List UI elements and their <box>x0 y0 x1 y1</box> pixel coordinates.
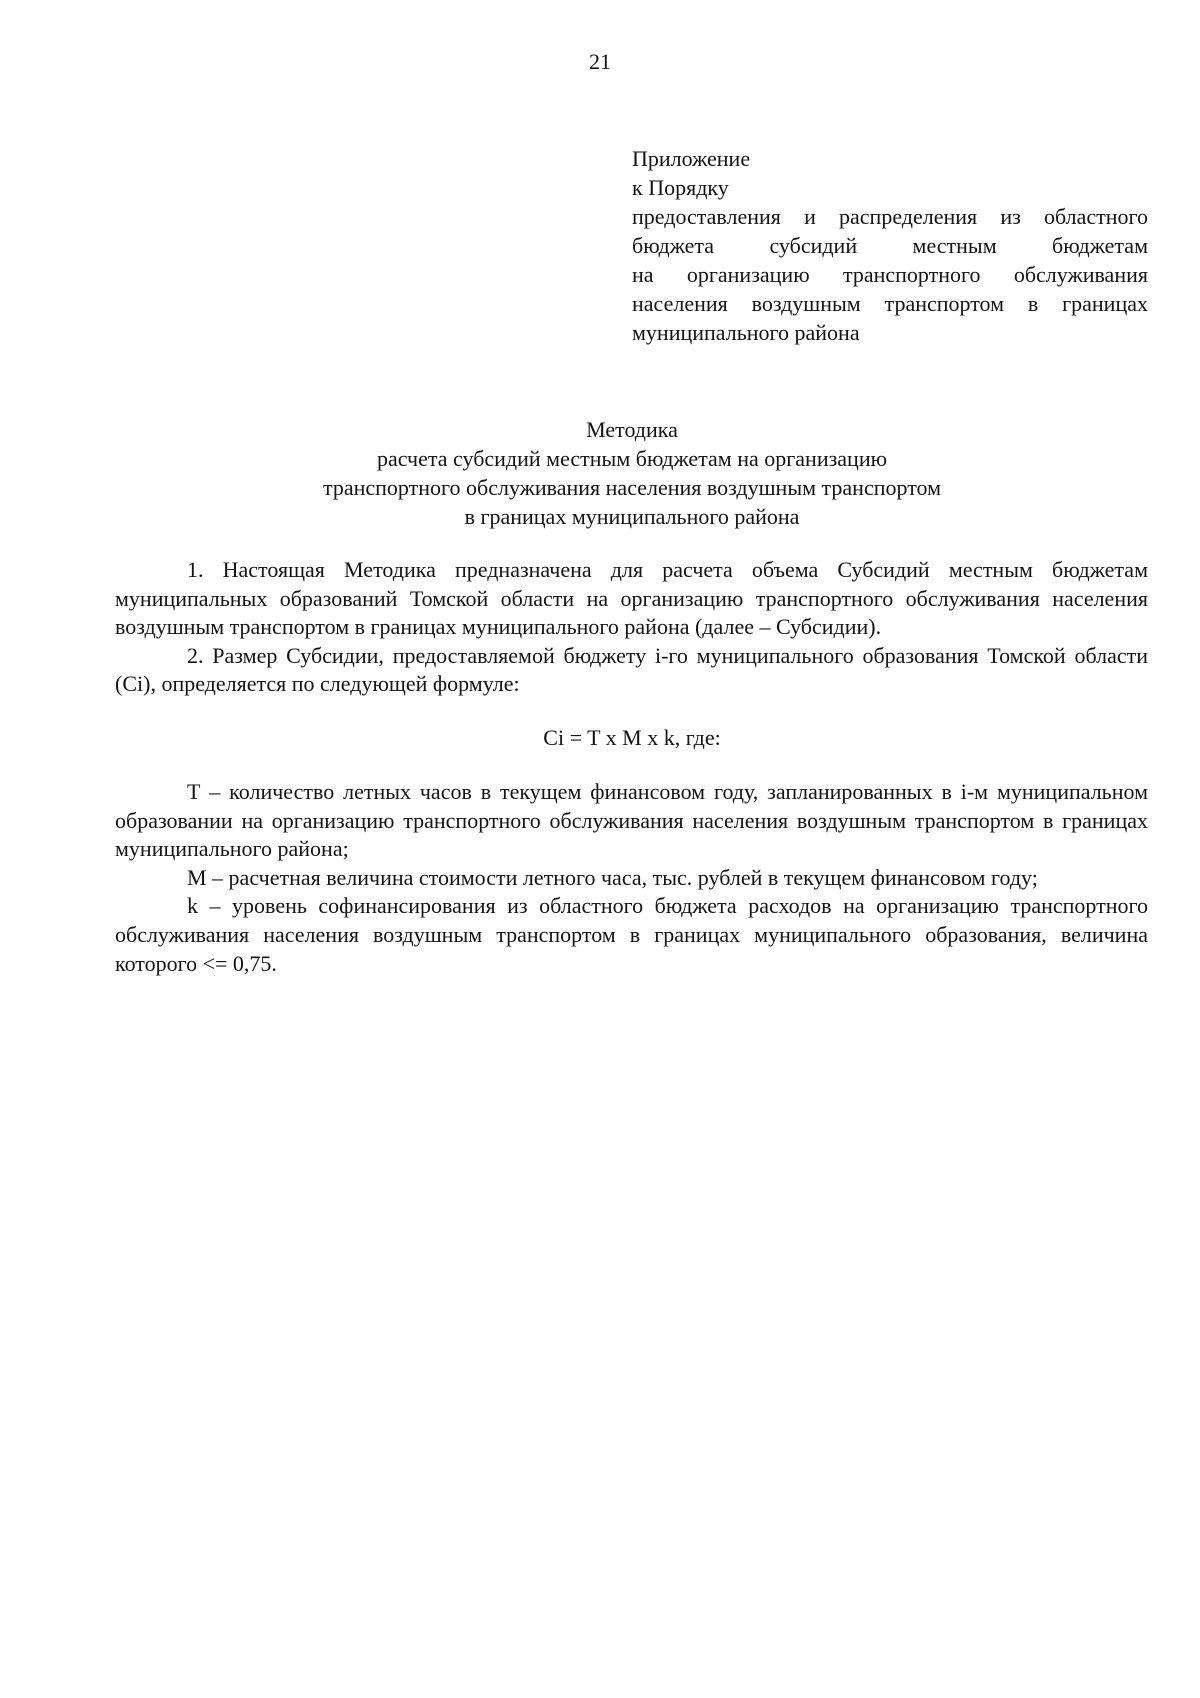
appendix-line: бюджета субсидий местным бюджетам <box>632 233 1148 258</box>
body-paragraphs <box>115 556 1148 699</box>
definition-m: М – расчетная величина стоимости летного часа, тыс. рублей в текущем финансовом году; <box>187 864 1038 890</box>
appendix-title: Приложение <box>632 146 751 171</box>
title-line: транспортного обслуживания населения воздушным транспортом <box>322 475 942 500</box>
paragraph-2: 2. Размер Субсидии, предоставляемой бюджету i-го муниципального образования Томской области (Ci), определяется по следующей формуле: <box>115 642 1148 697</box>
title-line: расчета субсидий местным бюджетам на организацию <box>376 446 888 471</box>
title-line: в границах муниципального района <box>464 504 800 529</box>
formula-definitions <box>115 778 1148 978</box>
appendix-line: на организацию транспортного обслуживания <box>632 262 1148 287</box>
page-number: 21 <box>589 49 611 74</box>
appendix-header <box>632 144 1148 347</box>
formula: Ci = T x M x k, где: <box>543 725 721 750</box>
appendix-line: муниципального района <box>632 320 860 345</box>
paragraph-1: 1. Настоящая Методика предназначена для расчета объема Субсидий местным бюджетам муниципальных образований Томской области на организацию транспортного обслуживания населения воздушным транспортом в границах муниципального района (далее – Субсидии). <box>115 557 1148 640</box>
definition-k: k – уровень софинансирования из областного бюджета расходов на организацию транспортного обслуживания населения воздушным транспортом в границах муниципального образования, величина которого <= 0,75. <box>115 893 1148 976</box>
document-title <box>0 415 1200 531</box>
appendix-reference: к Порядку <box>632 175 729 200</box>
appendix-line: населения воздушным транспортом в границах <box>632 291 1148 316</box>
appendix-line: предоставления и распределения из областного <box>632 204 1148 229</box>
definition-t: Т – количество летных часов в текущем финансовом году, запланированных в i-м муниципальном образовании на организацию транспортного обслуживания населения воздушным транспортом в границах муниципального района; <box>115 779 1148 862</box>
title-heading: Методика <box>586 417 678 442</box>
